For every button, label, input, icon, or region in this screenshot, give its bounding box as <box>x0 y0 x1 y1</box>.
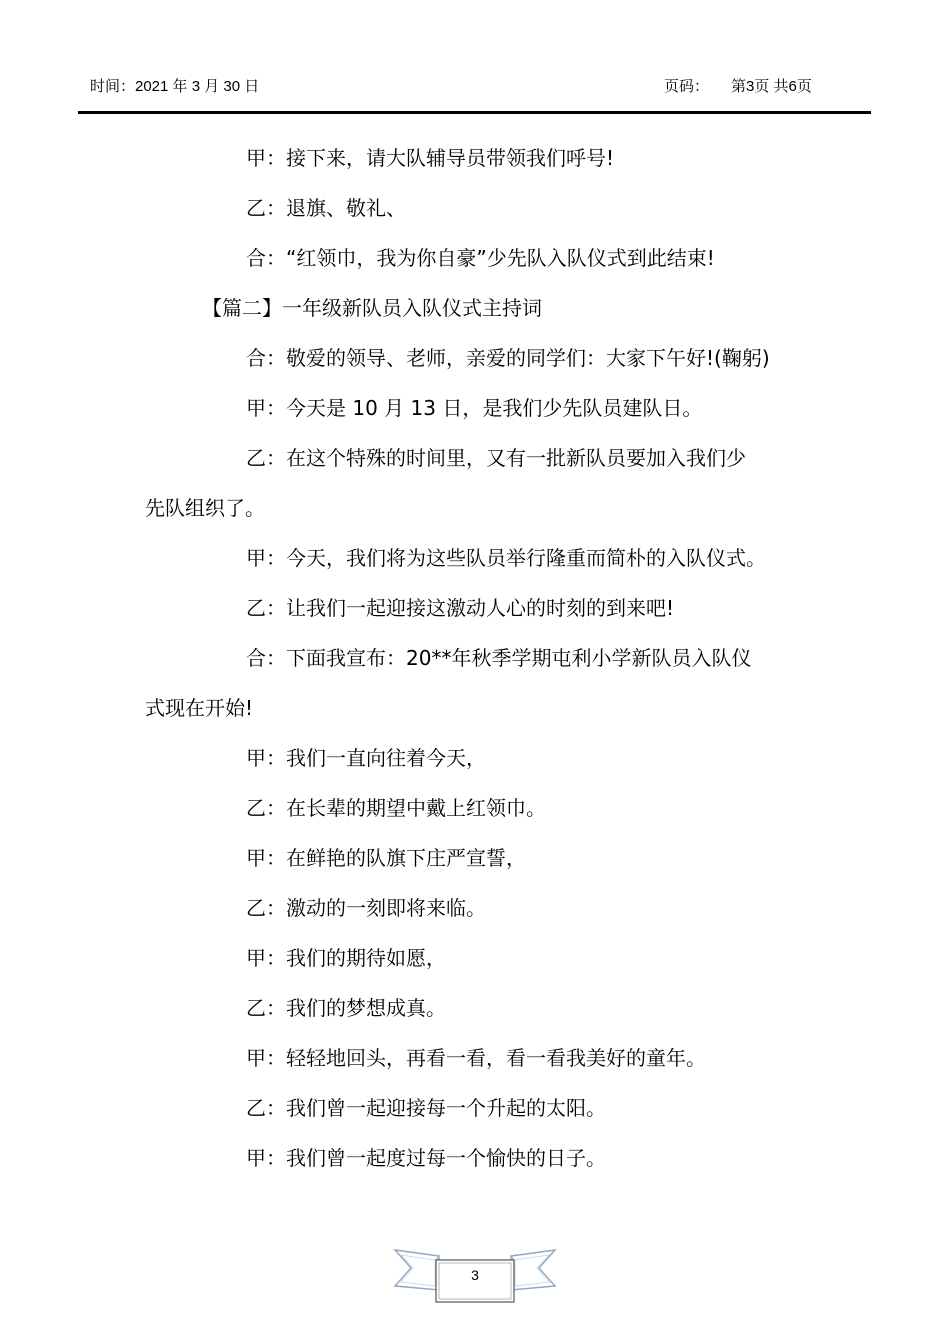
header-page-info <box>664 75 812 96</box>
paragraph-line: 甲：轻轻地回头，再看一看，看一看我美好的童年。 <box>246 1046 706 1070</box>
page-number: 3 <box>471 1267 479 1283</box>
paragraph-line: 合：“红领巾，我为你自豪”少先队入队仪式到此结束! <box>246 246 715 270</box>
page-label: 页码： <box>664 78 710 95</box>
paragraph-line: 合：下面我宣布：20**年秋季学期屯利小学新队员入队仪 <box>246 646 752 670</box>
paragraph-line: 乙：让我们一起迎接这激动人心的时刻的到来吧! <box>246 596 675 620</box>
header-date: 时间：2021 年 3 月 30 日 <box>90 78 260 95</box>
paragraph-line: 乙：在长辈的期望中戴上红领巾。 <box>246 796 546 820</box>
paragraph-line: 甲：接下来，请大队辅导员带领我们呼号! <box>246 146 615 170</box>
paragraph-line: 乙：我们曾一起迎接每一个升起的太阳。 <box>246 1096 606 1120</box>
paragraph-line: 先队组织了。 <box>145 496 265 520</box>
page-count: 第3页 共6页 <box>731 78 812 95</box>
paragraph-line: 甲：今天是 10 月 13 日，是我们少先队员建队日。 <box>246 396 703 420</box>
paragraph-line: 甲：我们的期待如愿， <box>246 946 446 970</box>
paragraph-line: 乙：我们的梦想成真。 <box>246 996 446 1020</box>
header-rule <box>78 111 871 114</box>
paragraph-line: 甲：我们曾一起度过每一个愉快的日子。 <box>246 1146 606 1170</box>
paragraph-line: 甲：我们一直向往着今天， <box>246 746 486 770</box>
paragraph-line: 乙：激动的一刻即将来临。 <box>246 896 486 920</box>
paragraph-line: 乙：在这个特殊的时间里，又有一批新队员要加入我们少 <box>246 446 746 470</box>
paragraph-line: 合：敬爱的领导、老师，亲爱的同学们：大家下午好!(鞠躬) <box>246 346 770 370</box>
paragraph-line: 甲：在鲜艳的队旗下庄严宣誓， <box>246 846 526 870</box>
paragraph-line: 甲：今天，我们将为这些队员举行隆重而简朴的入队仪式。 <box>246 546 766 570</box>
paragraph-line: 乙：退旗、敬礼、 <box>246 196 406 220</box>
paragraph-line: 式现在开始! <box>145 696 254 720</box>
section-heading: 【篇二】一年级新队员入队仪式主持词 <box>202 296 542 320</box>
